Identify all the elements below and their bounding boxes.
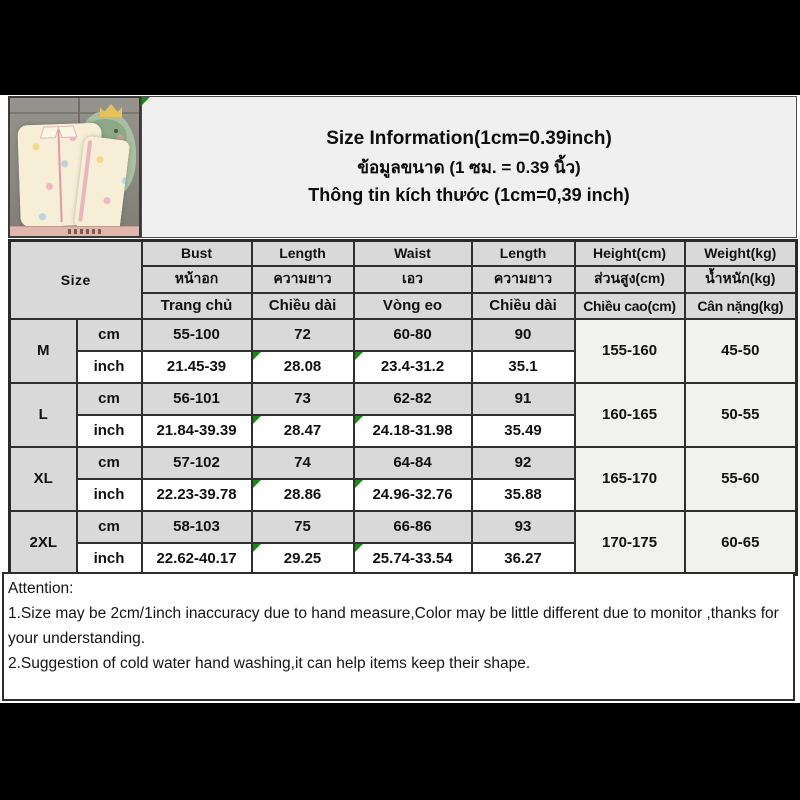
size-cell-xl: XL [10,447,77,511]
col-header-waist: Waist [354,241,472,266]
measurement-cell: 60-80 [354,319,472,351]
size-cell-2xl: 2XL [10,511,77,575]
measurement-cell: 24.96-32.76 [354,479,472,511]
measurement-cell: 35.88 [472,479,575,511]
table-row-m-cm [10,319,797,351]
measurement-cell: 35.1 [472,351,575,383]
unit-cell: inch [77,479,142,511]
col-header-height: Height(cm) [575,241,685,266]
size-info-title-cell [141,96,797,238]
title-vi: Thông tin kích thước (1cm=0,39 inch) [308,185,630,205]
unit-cell: cm [77,511,142,543]
height-cell: 165-170 [575,447,685,511]
measurement-cell: 91 [472,383,575,415]
unit-cell: inch [77,351,142,383]
weight-cell: 50-55 [685,383,797,447]
col-header-weight-th: น้ำหนัก(kg) [685,266,797,293]
excel-marker-icon [355,480,363,488]
attention-line-1: 1.Size may be 2cm/1inch inaccuracy due to hand measure,Color may be little different due to monitor ,thanks for your understanding. [8,605,779,647]
unit-cell: cm [77,447,142,479]
measurement-cell: 35.49 [472,415,575,447]
pajama-shorts [74,136,131,233]
unit-cell: inch [77,543,142,575]
title-en: Size Information(1cm=0.39inch) [326,128,612,149]
measurement-cell: 55-100 [142,319,252,351]
weight-cell: 60-65 [685,511,797,575]
measurement-cell: 23.4-31.2 [354,351,472,383]
col-header-length-vi: Chiều dài [252,293,354,319]
weight-cell: 55-60 [685,447,797,511]
col-header-bust: Bust [142,241,252,266]
measurement-cell: 21.45-39 [142,351,252,383]
excel-marker-icon [355,416,363,424]
excel-marker-icon [355,544,363,552]
excel-marker-icon [142,97,150,105]
measurement-cell: 66-86 [354,511,472,543]
measurement-cell: 58-103 [142,511,252,543]
attention-heading: Attention: [8,580,74,597]
col-header-length2: Length [472,241,575,266]
unit-cell: cm [77,383,142,415]
measurement-cell: 29.25 [252,543,354,575]
col-header-length2-th: ความยาว [472,266,575,293]
height-cell: 155-160 [575,319,685,383]
measurement-cell: 24.18-31.98 [354,415,472,447]
table-row-2xl-cm [10,511,797,543]
measurement-cell: 57-102 [142,447,252,479]
measurement-cell: 25.74-33.54 [354,543,472,575]
product-photo [8,96,141,238]
col-header-height-th: ส่วนสูง(cm) [575,266,685,293]
measurement-cell: 92 [472,447,575,479]
measurement-cell: 73 [252,383,354,415]
height-cell: 170-175 [575,511,685,575]
excel-marker-icon [253,416,261,424]
col-header-length2-vi: Chiều dài [472,293,575,319]
measurement-cell: 28.08 [252,351,354,383]
col-header-waist-vi: Vòng eo [354,293,472,319]
col-header-weight: Weight(kg) [685,241,797,266]
measurement-cell: 93 [472,511,575,543]
excel-marker-icon [253,352,261,360]
pink-blanket-edge [10,226,139,236]
measurement-cell: 72 [252,319,354,351]
table-row-l-cm [10,383,797,415]
measurement-cell: 56-101 [142,383,252,415]
size-header-cell: Size [10,241,142,319]
excel-marker-icon [355,352,363,360]
title-th: ข้อมูลขนาด (1 ซม. = 0.39 นิ้ว) [357,158,581,177]
col-header-length: Length [252,241,354,266]
col-header-height-vi: Chiều cao(cm) [575,293,685,319]
measurement-cell: 21.84-39.39 [142,415,252,447]
col-header-waist-th: เอว [354,266,472,293]
col-header-bust-th: หน้าอก [142,266,252,293]
unit-cell: cm [77,319,142,351]
size-cell-m: M [10,319,77,383]
col-header-weight-vi: Cân nặng(kg) [685,293,797,319]
header-row-en [10,241,797,266]
measurement-cell: 28.47 [252,415,354,447]
excel-marker-icon [253,480,261,488]
measurement-cell: 74 [252,447,354,479]
measurement-cell: 90 [472,319,575,351]
measurement-cell: 22.62-40.17 [142,543,252,575]
table-row-xl-cm [10,447,797,479]
measurement-cell: 28.86 [252,479,354,511]
weight-cell: 45-50 [685,319,797,383]
measurement-cell: 64-84 [354,447,472,479]
measurement-cell: 75 [252,511,354,543]
measurement-cell: 22.23-39.78 [142,479,252,511]
size-chart-panel [0,95,800,703]
height-cell: 160-165 [575,383,685,447]
col-header-bust-vi: Trang chủ [142,293,252,319]
unit-cell: inch [77,415,142,447]
attention-line-2: 2.Suggestion of cold water hand washing,it can help items keep their shape. [8,655,531,672]
measurement-cell: 62-82 [354,383,472,415]
measurement-cell: 36.27 [472,543,575,575]
size-cell-l: L [10,383,77,447]
excel-marker-icon [253,544,261,552]
attention-notes [2,572,795,701]
col-header-length-th: ความยาว [252,266,354,293]
size-table [8,239,798,576]
